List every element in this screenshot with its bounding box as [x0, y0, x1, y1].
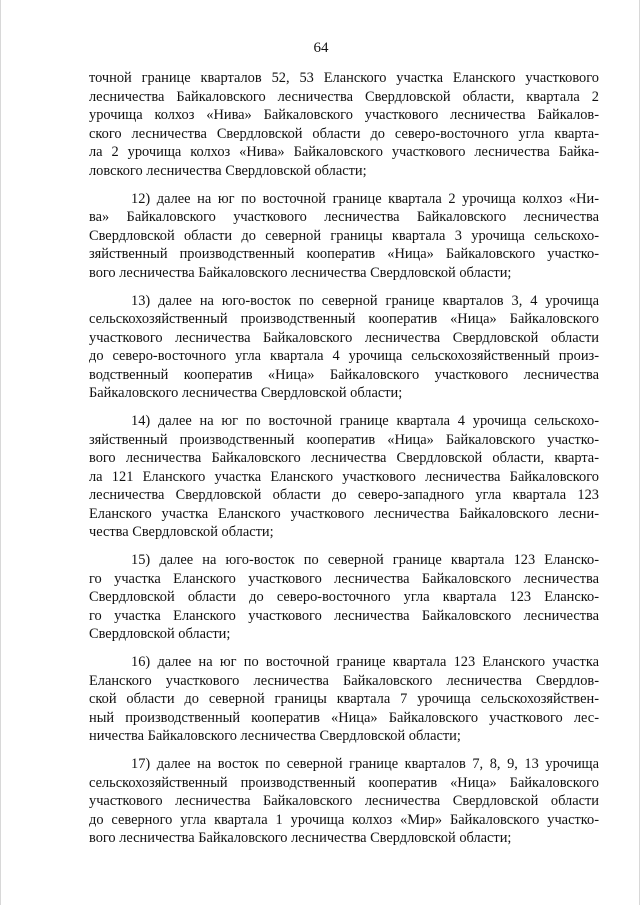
- text-line: вого лесничества Байкаловского лесничества Свердловской области;: [89, 264, 512, 281]
- text-line: Свердловской области до северной границы квартала 3 урочища сельскохо-: [89, 227, 599, 244]
- text-line: 14) далее на юг по восточной границе квартала 4 урочища сельскохо-: [131, 413, 599, 429]
- text-line: урочища колхоз «Нива» Байкаловского участкового лесничества Байкалов-: [89, 107, 599, 123]
- text-line: сельскохозяйственный производственный кооператив «Ница» Байкаловского: [89, 774, 599, 791]
- paragraph: [89, 551, 599, 644]
- text-line: до северо-восточного угла квартала 4 урочища сельскохозяйственный произ-: [89, 348, 599, 364]
- text-line: 15) далее на юго-восток по северной границе квартала 123 Еланско-: [131, 552, 599, 568]
- text-line: ского лесничества Свердловской области до северо-восточного угла кварта-: [89, 125, 599, 142]
- text-line: Байкаловского лесничества Свердловской области;: [89, 385, 403, 401]
- text-line: участкового лесничества Байкаловского лесничества Свердловской области: [89, 793, 599, 809]
- text-line: водственный кооператив «Ница» Байкаловского участкового лесничества: [89, 366, 599, 383]
- text-line: 17) далее на восток по северной границе кварталов 7, 8, 9, 13 урочища: [131, 756, 599, 772]
- text-line: ла 2 урочища колхоз «Нива» Байкаловского участкового лесничества Байка-: [89, 144, 599, 160]
- text-line: Свердловской области до северо-восточного угла квартала 123 Еланско-: [89, 589, 599, 605]
- text-line: го участка Еланского участкового лесничества Байкаловского лесничества: [89, 607, 599, 624]
- text-line: зяйственный производственный кооператив «Ница» Байкаловского участко-: [89, 246, 599, 262]
- text-line: точной границе кварталов 52, 53 Еланского участка Еланского участкового: [89, 70, 599, 86]
- text-line: ла 121 Еланского участка Еланского участкового лесничества Байкаловского: [89, 468, 599, 485]
- text-line: ловского лесничества Свердловской области;: [89, 162, 367, 179]
- paragraph: [89, 412, 599, 542]
- text-line: го участка Еланского участкового лесничества Байкаловского лесничества: [89, 570, 599, 587]
- text-line: 16) далее на юг по восточной границе квартала 123 Еланского участка: [131, 654, 599, 670]
- text-line: вого лесничества Байкаловского лесничества Свердловской области, кварта-: [89, 450, 599, 466]
- text-line: 13) далее на юго-восток по северной границе кварталов 3, 4 урочища: [131, 292, 599, 309]
- text-line: Еланского участка Еланского участкового лесничества Байкаловского лесни-: [89, 505, 599, 522]
- text-line: лесничества Байкаловского лесничества Свердловской области, квартала 2: [89, 88, 599, 105]
- text-line: чества Свердловской области;: [89, 524, 274, 540]
- text-line: Свердловской области;: [89, 626, 231, 642]
- paragraph: [89, 69, 599, 180]
- text-line: Еланского участкового лесничества Байкаловского лесничества Свердлов-: [89, 672, 599, 689]
- document-body: [89, 69, 599, 857]
- text-line: ничества Байкаловского лесничества Свердловской области;: [89, 728, 461, 744]
- text-line: 12) далее на юг по восточной границе квартала 2 урочища колхоз «Ни-: [131, 190, 599, 207]
- paragraph: [89, 653, 599, 746]
- text-line: сельскохозяйственный производственный кооператив «Ница» Байкаловского: [89, 311, 599, 327]
- text-line: до северного угла квартала 1 урочища колхоз «Мир» Байкаловского участко-: [89, 811, 599, 828]
- text-line: лесничества Свердловской области до северо-западного угла квартала 123: [89, 487, 599, 503]
- text-line: ва» Байкаловского участкового лесничества Байкаловского лесничества: [89, 209, 599, 225]
- text-line: вого лесничества Байкаловского лесничества Свердловской области;: [89, 830, 512, 846]
- text-line: зяйственный производственный кооператив «Ница» Байкаловского участко-: [89, 431, 599, 448]
- paragraph: [89, 292, 599, 403]
- text-line: ный производственный кооператив «Ница» Байкаловского участкового лес-: [89, 709, 599, 726]
- text-line: ской области до северной границы квартала 7 урочища сельскохозяйствен-: [89, 691, 599, 707]
- paragraph: [89, 190, 599, 283]
- page-number: 64: [313, 40, 329, 56]
- paragraph: [89, 755, 599, 848]
- text-line: участкового лесничества Байкаловского лесничества Свердловской области: [89, 329, 599, 346]
